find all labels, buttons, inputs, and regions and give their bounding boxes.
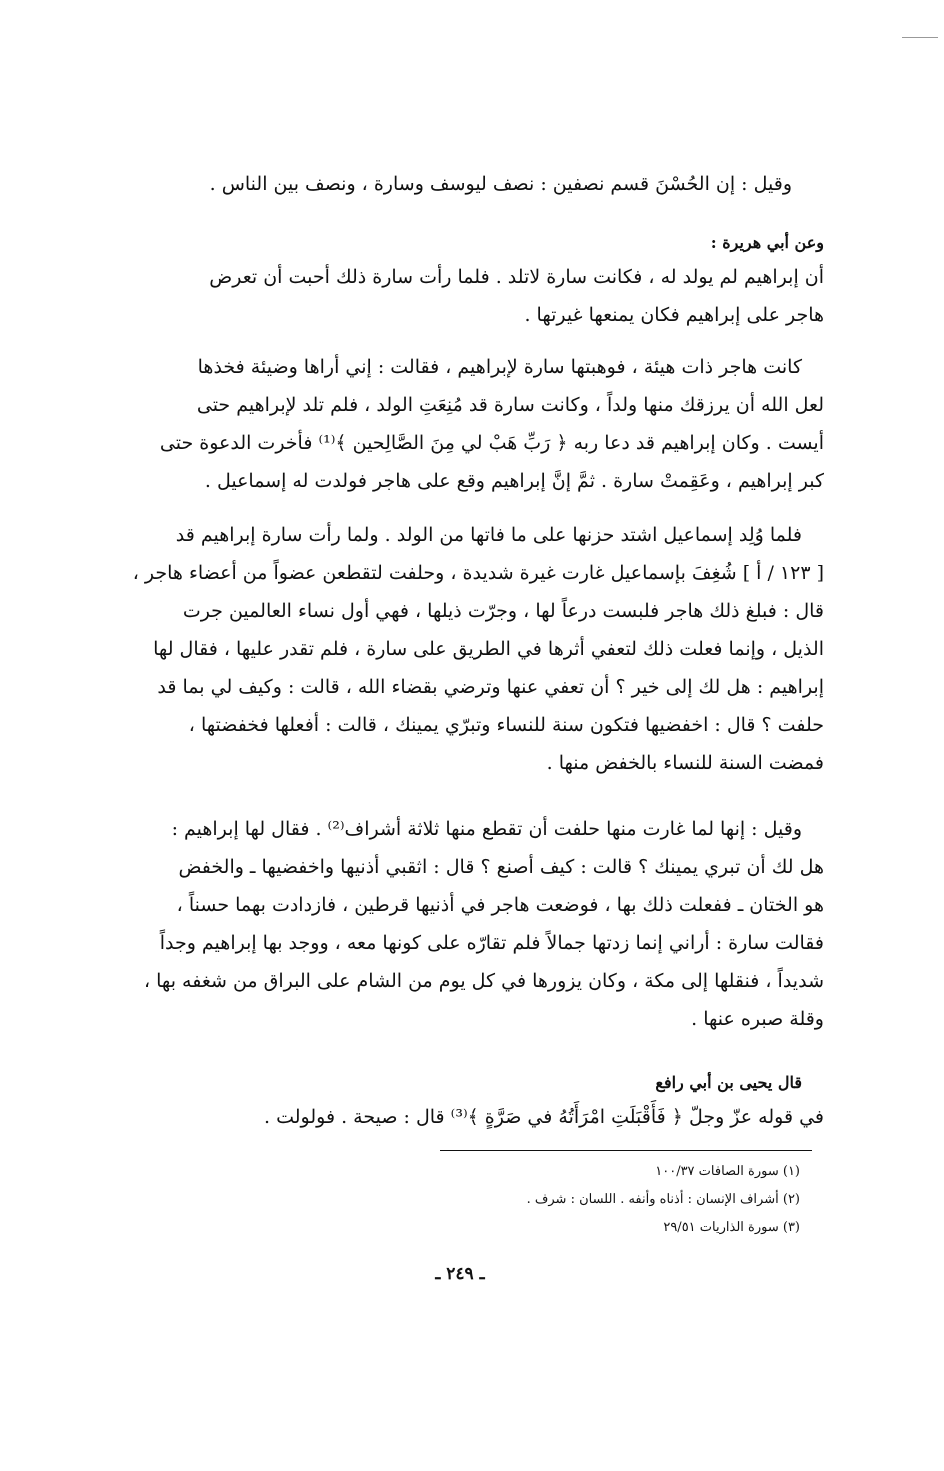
text-line: فلما وُلِد إسماعيل اشتد حزنها على ما فاتها من الولد . ولما رأت سارة إبراهيم قد: [175, 524, 802, 546]
text-line: هاجر على إبراهيم فكان يمنعها غيرتها .: [524, 304, 824, 326]
text-line: فمضت السنة للنساء بالخفض منها .: [546, 752, 824, 774]
paragraph-3: [110, 348, 824, 500]
text-line: وقيل : إن الحُسْنَ قسم نصفين : نصف ليوسف وسارة ، ونصف بين الناس .: [209, 173, 792, 195]
text-line: حلفت ؟ قال : اخفضيها فتكون سنة للنساء وتبرّي يمينك ، قالت : أفعلها فخفضتها ،: [188, 714, 824, 736]
page-number: ـ ٢٤٩ ـ: [435, 1264, 485, 1284]
section-heading: وعن أبي هريرة :: [710, 233, 824, 252]
text-line: إبراهيم : هل لك إلى خير ؟ أن تعفي عنها وترضي بقضاء الله ، قالت : وكيف لي بما قد: [157, 676, 824, 698]
text-line: وقيل : إنها لما غارت منها حلفت أن تقطع منها ثلاثة أشراف⁽²⁾ . فقال لها إبراهيم :: [171, 818, 802, 840]
text-line: هو الختان ـ ففعلت ذلك بها ، فوضعت هاجر في أذنيها قرطين ، فازدادت بهما حسناً ،: [176, 894, 824, 916]
footnote-divider: [440, 1150, 812, 1151]
text-line: [ ١٢٣ / أ ] شُغِفَ بإسماعيل غارت غيرة شديدة ، وحلفت لتقطعن عضواً من أعضاء هاجر ،: [132, 562, 824, 584]
paragraph-2: [110, 228, 824, 334]
text-line: كانت هاجر ذات هيئة ، فوهبتها سارة لإبراهيم ، فقالت : إني أراها وضيئة فخذها: [197, 356, 802, 378]
paragraph-5: [110, 810, 824, 1038]
footnote: (٢) أشراف الإنسان : أذناه وأنفه . اللسان : شرف .: [526, 1192, 800, 1207]
scan-edge-mark: [902, 37, 938, 38]
text-line: قال : فبلغ ذلك هاجر فلبست درعاً لها ، وجرّت ذيلها ، فهي أول نساء العالمين جرت: [182, 600, 824, 622]
paragraph-1: [110, 165, 824, 203]
text-line: كبر إبراهيم ، وعَقِمتْ سارة . ثمَّ إنَّ إبراهيم وقع على هاجر فولدت له إسماعيل .: [204, 470, 824, 492]
text-line: فقالت سارة : أراني إنما زدتها جمالاً فلم تقارّه على كونها معه ، ووجد بها إبراهيم وجداً: [159, 932, 824, 954]
footnote: (١) سورة الصافات ١٠٠/٣٧: [655, 1164, 800, 1179]
section-heading: قال يحيى بن أبي رافع: [655, 1073, 802, 1092]
text-line: لعل الله أن يرزقك منها ولداً ، وكانت سارة قد مُنِعَتِ الولد ، فلم تلد لإبراهيم حتى: [196, 394, 824, 416]
footnote: (٣) سورة الذاريات ٢٩/٥١: [663, 1220, 800, 1235]
text-line: شديداً ، فنقلها إلى مكة ، وكان يزورها في كل يوم من الشام على البراق من شغفه بها ،: [143, 970, 824, 992]
text-line: الذيل ، وإنما فعلت ذلك لتعفي أثرها في الطريق على سارة ، فلم تقدر عليها ، فقال لها: [153, 638, 824, 660]
text-line: وقلة صبره عنها .: [691, 1008, 824, 1030]
footnotes: [380, 1158, 800, 1242]
text-line: هل لك أن تبري يمينك ؟ قالت : كيف أصنع ؟ قال : اثقبي أذنيها واخفضيها ـ والخفض: [178, 856, 824, 878]
text-line: أن إبراهيم لم يولد له ، فكانت سارة لاتلد . فلما رأت سارة ذلك أحبت أن تعرض: [209, 266, 824, 288]
paragraph-4: [110, 516, 824, 782]
paragraph-6: [110, 1068, 824, 1136]
text-line: أيست . وكان إبراهيم قد دعا ربه ﴿ رَبِّ هَبْ لي مِنَ الصَّالِحين ﴾⁽¹⁾ فأخرت الدعوة حتى: [159, 432, 824, 454]
text-line: في قوله عزّ وجلّ ﴿ فَأَقْبَلَتِ امْرَأَتُهُ في صَرَّةٍ ﴾⁽³⁾ قال : صيحة . فولولت .: [264, 1106, 824, 1128]
